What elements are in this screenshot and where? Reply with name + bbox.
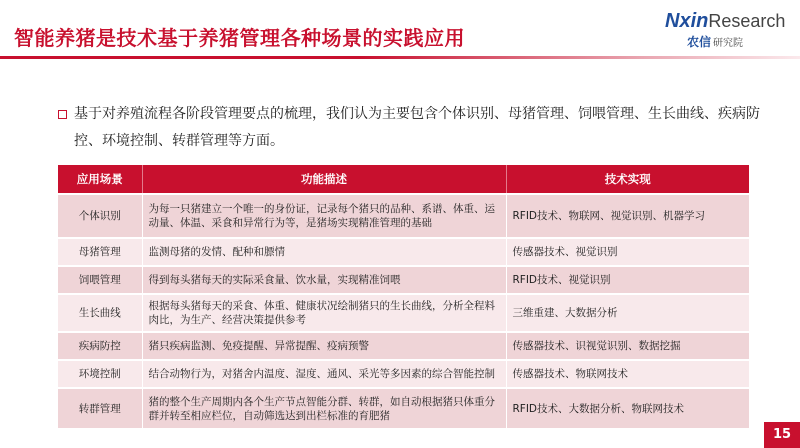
header-scene: 应用场景 [58, 165, 142, 194]
logo-chinese-suffix: 研究院 [713, 38, 744, 49]
description-cell: 根据每头猪每天的采食、体重、健康状况绘制猪只的生长曲线，分析全程料肉比，为生产、经营决策提供参考 [142, 294, 506, 332]
table-row [58, 194, 749, 238]
scene-cell: 转群管理 [58, 388, 142, 428]
description-cell: 监测母猪的发情、配种和膘情 [142, 238, 506, 266]
bullet-square-icon [58, 110, 67, 119]
logo-brand: Nxin [665, 10, 709, 32]
technology-cell: RFID技术、物联网、视觉识别、机器学习 [506, 194, 749, 238]
description-cell: 得到每头猪每天的实际采食量、饮水量，实现精准饲喂 [142, 266, 506, 294]
header-technology: 技术实现 [506, 165, 749, 194]
logo-brand-suffix: Research [708, 11, 786, 31]
technology-cell: 传感器技术、物联网技术 [506, 360, 749, 388]
technology-cell: 传感器技术、识视觉识别、数据挖掘 [506, 332, 749, 360]
page-number: 15 [764, 422, 800, 448]
table-row [58, 238, 749, 266]
table-row [58, 266, 749, 294]
table-row [58, 388, 749, 428]
table-row [58, 332, 749, 360]
table-row [58, 294, 749, 332]
header-description: 功能描述 [142, 165, 506, 194]
page-title: 智能养猪是技术基于养猪管理各种场景的实践应用 [14, 26, 465, 50]
technology-cell: 三维重建、大数据分析 [506, 294, 749, 332]
application-scenarios-table [58, 165, 749, 428]
intro-paragraph: 基于对养殖流程各阶段管理要点的梳理，我们认为主要包含个体识别、母猪管理、饲喂管理、生长曲线、疾病防控、环境控制、转群管理等方面。 [74, 106, 760, 149]
scene-cell: 饲喂管理 [58, 266, 142, 294]
scene-cell: 环境控制 [58, 360, 142, 388]
scene-cell: 母猪管理 [58, 238, 142, 266]
scene-cell: 生长曲线 [58, 294, 142, 332]
title-divider [0, 56, 800, 59]
scene-cell: 个体识别 [58, 194, 142, 238]
technology-cell: 传感器技术、视觉识别 [506, 238, 749, 266]
description-cell: 为每一只猪建立一个唯一的身份证，记录每个猪只的品种、系谱、体重、运动量、体温、采食和异常行为等，是猪场实现精准管理的基础 [142, 194, 506, 238]
description-cell: 猪只疾病监测、免疫提醒、异常提醒、疫病预警 [142, 332, 506, 360]
technology-cell: RFID技术、大数据分析、物联网技术 [506, 388, 749, 428]
table-header-row [58, 165, 749, 194]
technology-cell: RFID技术、视觉识别 [506, 266, 749, 294]
logo-chinese-brand: 农信 [687, 35, 712, 49]
table-row [58, 360, 749, 388]
description-cell: 结合动物行为，对猪舍内温度、湿度、通风、采光等多因素的综合智能控制 [142, 360, 506, 388]
nxin-research-logo [665, 10, 795, 50]
description-cell: 猪的整个生产周期内各个生产节点智能分群、转群，如自动根据猪只体重分群并转至相应栏位，自动筛选达到出栏标准的育肥猪 [142, 388, 506, 428]
scene-cell: 疾病防控 [58, 332, 142, 360]
logo-chinese-name [687, 31, 743, 50]
logo-wordmark [665, 10, 785, 33]
